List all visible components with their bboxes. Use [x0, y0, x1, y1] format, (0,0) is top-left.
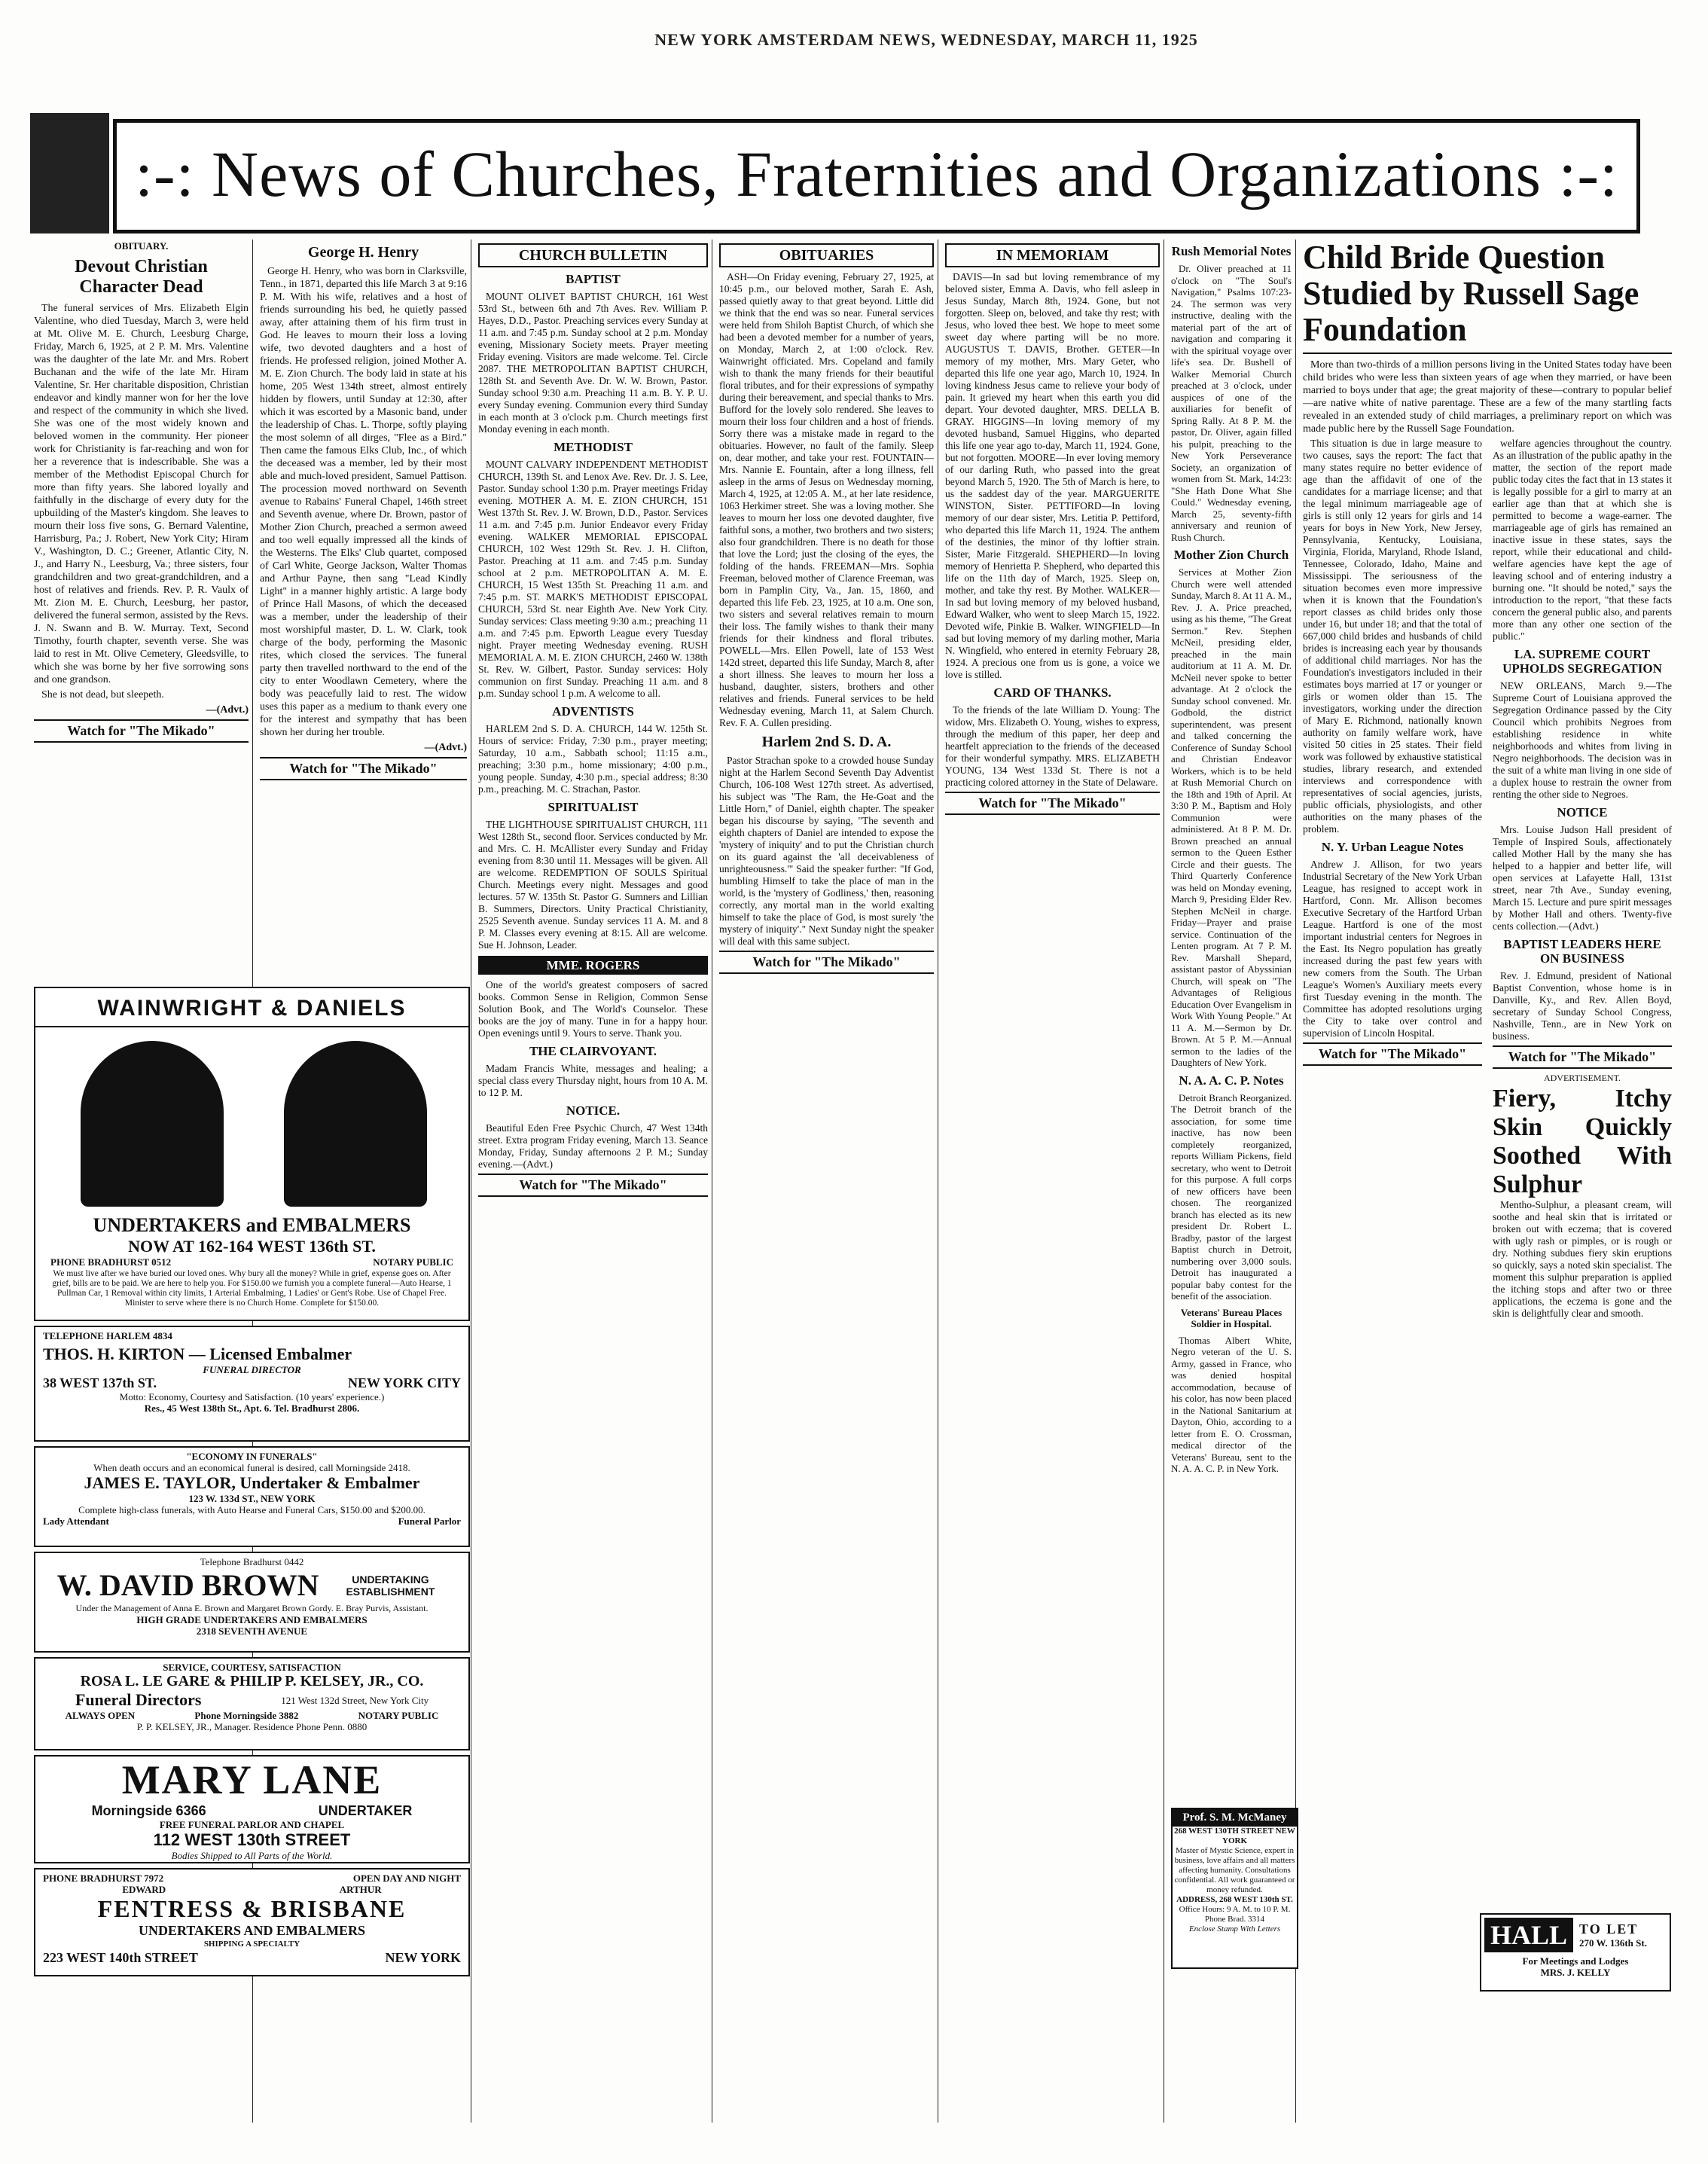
ad-name: ROSA L. LE GARE & PHILIP P. KELSEY, JR., CO. — [80, 1673, 424, 1689]
ad-address: 38 WEST 137th ST. — [43, 1375, 157, 1390]
rogers-body: One of the world's greatest composers of sacred books. Common Sense in Religion, Common Sense Solution Book, and The World's Counselor. These books are the joy of many. Tune in for a happy hour. Open evenings until 9. Yours to serve. Thank you. — [478, 979, 708, 1039]
column-obituaries — [719, 240, 934, 2138]
hall-contact: MRS. J. KELLY — [1540, 1967, 1611, 1978]
obituaries-body: ASH—On Friday evening, February 27, 1925, at 10:45 p.m., our beloved mother, Sarah E. Ash, passed quietly away to that great beyond. Little did we think that the end was so near. Funeral services were held from Shiloh Baptist Church, of which she had been a devoted member for a number of years, on Monday, March 2, at 1:00 o'clock. Rev. Wainwright officiated. Mrs. Copeland and family wish to thank the many friends for their beautiful floral tributes, and for their expressions of sympathy during their bereavement, and special thanks to Mrs. Bufford for the lovely solo rendered. She leaves to mourn their loss four children and a host of friends. Sorry there was a mistake made in regard to the obituaries. However, no fault of the family. Sleep on, dear mother, and take your rest. FOUNTAIN—Mrs. Nannie E. Fountain, after a long illness, fell asleep in the arms of Jesus on Wednesday morning, March 4, 1925, at 12:05 A. M., at her late residence, 1063 Herkimer street. She was a loving mother. She leaves to mourn her loss one devoted daughter, five faithful sons, a mother, two brothers and two sisters; also four grandchildren. There is no death for those that love the Lord; just the closing of the eyes, the folding of the hands. FREEMAN—Mrs. Sophia Freeman, beloved mother of Clarence Freeman, was born in Pamplin City, Va., Jan. 15, 1860, and departed this life Feb. 23, 1925, at 10 a.m. One son, two sisters and several relatives remain to mourn their loss. The family wishes to thank their many friends for their kindness and floral tributes. POWELL—Mrs. Ellen Powell, late of 153 West 142d street, departed this life Sunday, March 8, after a short illness. She leaves to mourn her loss a husband, daughter, sisters, brothers and other relatives and friends. Funeral services to be held Wednesday evening, March 11, at Salem Church. Rev. F. A. Cullen presiding. — [719, 271, 934, 728]
ad-fentress-brisbane — [34, 1868, 470, 1976]
ad-mcmaney — [1171, 1808, 1298, 1969]
hall-big-label: HALL — [1484, 1918, 1573, 1952]
child-bride-part-b: welfare agencies throughout the country. As an illustration of the public apathy in the matter, the section of the report made public today cites the fact that in 13 states it is legally possible for a girl to marry at an earlier age than that at which she is permitted to become a wage-earner. The marriageable age of girls has remained an inactive issue in these states, says the report, while their educational and child-welfare agencies have kept the age of leaving school and of entering industry a burning one. "It should be noted," says the introduction to the report, "that these facts concern the general public also, and parents more than any other one section of the public." — [1493, 438, 1672, 642]
ad-shipping: Bodies Shipped to All Parts of the World. — [171, 1850, 333, 1861]
adventist-listings: HARLEM 2nd S. D. A. CHURCH, 144 W. 125th St. Hours of service: Friday, 7:30 p.m., prayer meeting; Saturday, 10 a.m., Sabbath school; 11:15 a.m., preaching; 3:30 p.m., home missionary; 4:00 p.m., young people. Sunday, 4:30 p.m., special address; 8:30 p.m., preaching. M. C. Strachan, Pastor. — [478, 723, 708, 795]
watch-mikado-notice: Watch for "The Mikado" — [34, 719, 249, 743]
ad-name: FENTRESS & BRISBANE — [97, 1895, 407, 1922]
headline-notice: NOTICE — [1557, 805, 1608, 820]
ad-title: WAINWRIGHT & DANIELS — [35, 996, 468, 1027]
column-church-bulletin — [478, 240, 708, 2138]
ad-name: Prof. S. M. McManey — [1173, 1809, 1297, 1827]
ad-role: UNDERTAKER — [318, 1803, 413, 1818]
spiritualist-listings: THE LIGHTHOUSE SPIRITUALIST CHURCH, 111 West 128th St., second floor. Services conducted by Mr. and Mrs. C. H. McAllister every Sunday and Friday evening from 8:30 until 11. Messages will be given. All are welcome. REDEMPTION OF SOULS Spiritual Church. Meetings every night. Messages and good lectures. 57 W. 135th St. Pastor G. Sumners and Lillian B. Summers, Directors. Unity Practical Christianity, 2525 Seventh avenue. Sunday services 11 A. M. and 8 P. M. Classes every evening at 8:15. All are welcome. Sue H. Johnson, Leader. — [478, 819, 708, 951]
methodist-listings: MOUNT CALVARY INDEPENDENT METHODIST CHURCH, 139th St. and Lenox Ave. Rev. Dr. J. S. Lee, Pastor. Sunday school 1:30 p.m. Prayer meetings Friday evening. MOTHER A. M. E. ZION CHURCH, 151 West 137th St. Rev. J. W. Brown, D.D., Pastor. Services 11 a.m. and 7:45 p.m. Junior Endeavor every Friday evening. WALKER MEMORIAL EPISCOPAL CHURCH, 102 West 129th St. Rev. J. H. Clifton, Pastor. Preaching at 11 a.m. and 7:45 p.m. Sunday school at 2 p.m. METROPOLITAN A. M. E. CHURCH, 15 West 135th St. Preaching 11 a.m. and 7:45 p.m. ST. MARK'S METHODIST EPISCOPAL CHURCH, 53rd St. near Eighth Ave. New York City. Sunday services: Class meeting 9:30 a.m.; preaching 11 a.m. and 7:45 p.m. Epworth League every Tuesday night. Prayer meeting Wednesday evening. RUSH MEMORIAL A. M. E. ZION CHURCH, 2460 W. 138th St. Rev. W. Gilbert, Pastor. Sunday services: Holy communion on first Sunday. Preaching 11 a.m. and 8 p.m. Sunday school 1 p.m. A welcome to all. — [478, 459, 708, 699]
memoriam-body: DAVIS—In sad but loving remembrance of my beloved sister, Emma A. Davis, who fell asleep in Jesus Sunday, March 8th, 1924. Gone, but not forgotten. Sleep on, beloved, and take thy rest; with Jesus, who loved thee best. We hope to meet some sweet day where parting will be no more. AUGUSTUS T. DAVIS, Brother. GETER—In memory of my mother, Mrs. Mary Geter, who departed this life one year ago, March 10, 1924. In loving kindness Jesus came to relieve your body of pain. It grieved my heart when this earth you did depart. Your devoted daughter, MRS. DELLA B. GRAY. HIGGINS—In loving memory of my devoted husband, Samuel Higgins, who departed this life one year ago to-day, March 11, 1924. Gone, but not forgotten. MOORE—In ever loving memory of our darling Ruth, who passed into the great beyond March 5, 1920. The 5th of March is here, to us the saddest day of the year. MARGUERITE WINSTON, Sister. PETTIFORD—In loving memory of our dear sister, Mrs. Letitia P. Pettiford, who departed this life March 11, 1924. The anthem of the destinies, the minor of thy loftier strain. Sister, Marie Fitzgerald. SHEPHERD—In loving memory of Henrietta P. Shepherd, who departed this life on the 11th day of March, 1925. Sleep on, mother, and take thy rest. By Mother. WALKER—In sad but loving memory of my beloved husband, Edward Walker, who went to sleep March 15, 1922. Devoted wife, Pinkie B. Walker. WINGFIELD—In sad but loving memory of my darling mother, Maria N. Wingfield, who entered in eternity February 28, 1924. A precious one from us is gone, a voice we love is stilled. — [945, 271, 1160, 680]
article-closing: She is not dead, but sleepeth. — [41, 689, 164, 700]
ad-phone: PHONE BRADHURST 0512 — [50, 1256, 172, 1268]
ad-name: JAMES E. TAYLOR, Undertaker & Embalmer — [84, 1473, 420, 1492]
headline-veterans: Veterans' Bureau Places Soldier in Hospital. — [1180, 1306, 1283, 1329]
ad-hours: Office Hours: 9 A. M. to 10 P. M. — [1179, 1905, 1291, 1914]
ad-legare-kelsey — [34, 1657, 470, 1750]
ad-address: 223 WEST 140th STREET — [43, 1950, 198, 1965]
ad-residence: Res., 45 West 138th St., Apt. 6. Tel. Bradhurst 2806. — [144, 1402, 360, 1414]
ad-specialty: SHIPPING A SPECIALTY — [203, 1940, 300, 1949]
watch-mikado-notice: Watch for "The Mikado" — [1303, 1042, 1482, 1066]
ad-grade: HIGH GRADE UNDERTAKERS AND EMBALMERS — [136, 1614, 368, 1625]
column-in-memoriam — [945, 240, 1160, 2138]
page-banner — [113, 119, 1640, 233]
ad-address: 123 W. 133d ST., NEW YORK — [188, 1493, 316, 1504]
article-body: The funeral services of Mrs. Elizabeth Elgin Valentine, who died Tuesday, March 3, were held at Mt. Olive M. E. Church, Leesburg Charge, Friday, March 6, 1925, at 2 P. M. Mrs. Valentine was the daughter of the late Mr. and Mrs. Robert Buchanan and the wife of the late Mr. Hiram Valentine, Sr. Her charitable disposition, Christian endeavor and kindly manner won for her the love and respect of the community in which she lived. She was one of the most widely known and beloved women in the community. Her pioneer work for Christianity is far-reaching and won for her a reverence that is indescribable. She was a member of the Methodist Episcopal Church for more than fifty years. She labored loyally and faithfully in the discharge of every duty for the upbuilding of the Master's kingdom. She leaves to mourn their loss five sons, G. Bernard Valentine, Harrisburg, Pa.; J. Robert, New York City; Hiram V., Washington, D. C.; Greener, Atlantic City, N. J., and Harry N., Leesburg, Va.; three sisters, four grandchildren and two great-grandchildren, and a host of relatives and friends. Rev. P. R. Vaulx of Mt. Zion M. E. Church, Leesburg, her pastor, delivered the funeral sermon, assisted by the Revs. J. N. Swann and B. W. Murray. Text, Second Timothy, fourth chapter, seventh verse. She was laid to rest in Mt. Olive Cemetery, Gleedsville, to which she was borne by her five sorrowing sons and one grandson. — [34, 303, 249, 685]
ad-kirton — [34, 1326, 470, 1442]
portrait-silhouette — [81, 1041, 224, 1207]
ad-body: Master of Mystic Science, expert in business, love affairs and all matters affecting humanity. Consultations confidential. All work guaranteed or money refunded. — [1174, 1846, 1295, 1894]
headline-urban-league: N. Y. Urban League Notes — [1321, 840, 1464, 854]
ad-address: 112 WEST 130th STREET — [153, 1830, 351, 1849]
ad-taylor — [34, 1446, 470, 1547]
ad-name: THOS. H. KIRTON — Licensed Embalmer — [43, 1344, 352, 1363]
ad-wainwright-daniels — [34, 987, 470, 1321]
headline-obituaries: OBITUARIES — [719, 243, 934, 267]
ad-open: OPEN DAY AND NIGHT — [352, 1873, 461, 1884]
banner-title: :-: News of Churches, Fraternities and Organizations :-: — [135, 138, 1618, 210]
ad-phone: Telephone Bradhurst 0442 — [200, 1556, 304, 1567]
ad-first-name: EDWARD — [122, 1884, 166, 1895]
headline-harlem-sda: Harlem 2nd S. D. A. — [761, 734, 892, 750]
ad-address: NOW AT 162-164 WEST 136th ST. — [128, 1237, 376, 1256]
notice-body: Mrs. Louise Judson Hall president of Temple of Inspired Souls, affectionately called Mother Hall by the many she has helped to a happier and better life, will open services at Lafayette Hall, 131st street, near 7th Ave., Sunday evening, March 15. Lecture and pure spirit messages by Mother Hall and others. Twenty-five cents collection.—(Advt.) — [1493, 824, 1672, 932]
ad-parlor: FREE FUNERAL PARLOR AND CHAPEL — [159, 1819, 345, 1830]
headline-mme-rogers: MME. ROGERS — [478, 956, 708, 975]
ad-phone: Phone Brad. 3314 — [1204, 1915, 1265, 1924]
ad-address-2: ADDRESS, 268 WEST 130th ST. — [1176, 1895, 1293, 1904]
baptist-leaders-body: Rev. J. Edmund, president of National Baptist Convention, whose home is in Danville, Ky., and Rev. Allen Boyd, secretary of Sunday School Congress, Nashville, Tenn., are in New York on business. — [1493, 970, 1672, 1042]
headline-mother-zion: Mother Zion Church — [1173, 548, 1289, 562]
headline-baptist-leaders: BAPTIST LEADERS HERE ON BUSINESS — [1503, 937, 1661, 966]
ad-stamp-note: Enclose Stamp With Letters — [1188, 1924, 1281, 1934]
watch-mikado-notice: Watch for "The Mikado" — [945, 792, 1160, 815]
advertisement-label: ADVERTISEMENT. — [1543, 1073, 1621, 1083]
ad-heading: "ECONOMY IN FUNERALS" — [186, 1451, 318, 1462]
ad-establishment: UNDERTAKING ESTABLISHMENT — [346, 1573, 435, 1598]
headline-george-henry: George H. Henry — [307, 244, 419, 261]
column-child-bride — [1303, 240, 1672, 2138]
headline-devout-christian: Devout Christian Character Dead — [75, 257, 208, 297]
ad-attendant: Lady Attendant — [43, 1515, 109, 1527]
headline-in-memoriam: IN MEMORIAM — [945, 243, 1160, 267]
urban-league-body: Andrew J. Allison, for two years Industrial Secretary of the New York Urban League, has resigned to accept work in Hartford, Conn. Mr. Allison becomes Executive Secretary of the Hartford Urban League. Hartford is one of the most important industrial centers for Negroes in the East. Its Negro population has greatly increased during the past few years with new comers from the South. The Urban League's Women's Auxiliary meets every first Tuesday evening in the month. The Committee has adopted resolutions urging the City to take over control and supervision of Lincoln Hospital. — [1303, 859, 1482, 1039]
ad-city: NEW YORK CITY — [347, 1375, 461, 1390]
ad-mary-lane — [34, 1755, 470, 1863]
advt-tag: —(Advt.) — [424, 742, 467, 753]
ad-notary: NOTARY PUBLIC — [358, 1710, 439, 1721]
watch-mikado-notice: Watch for "The Mikado" — [478, 1174, 708, 1197]
article-body: George H. Henry, who was born in Clarksville, Tenn., in 1871, departed this life March 3 at 9:16 P. M. With his wife, relatives and a host of friends surrounding his bed, he quietly passed away, after attaining them of his firm trust in God. He leaves to mourn their loss a loving wife, two devoted daughters and a host of friends. He professed religion, joined Mother A. M. E. Zion Church. The body laid in state at his home, 205 West 134th street, almost entirely hidden by flowers, until Sunday at 12:30, after which it was escorted by a Masonic band, under the leadership of Chas. L. Thorpe, softly playing the most solemn of all dirges, "Flee as a Bird." Then came the famous Elks Club, Inc., of which the deceased was a member, led by their most able and much-loved president, Samuel Pattison. The procession moved northward on Seventh avenue to Rabains' Funeral Chapel, 146th street and Seventh avenue, where Dr. Brown, pastor of Mother Zion Church, preached a sermon aweed and too well equally impressed all the kinds of the Westerns. The Elks' Club quartet, composed of Carl White, George Jackson, Walter Thomas and Arthur Payne, then sang "Lead Kindly Light" in a manner highly artistic. A large body of Prince Hall Masons, of which the deceased was a member, under the leadership of their most worshipful master, D. L. W. Clark, took charge of the body, performing the Masonic rites, which closed the services. The funeral party then travelled northward to the end of the city to enter Woodlawn Cemetery, where the body was peacefully laid to rest. The widow uses this paper as a medium to thank every one for the interest and sympathy that has been shown her during her trouble. — [260, 266, 467, 738]
ad-phone: Phone Morningside 3882 — [194, 1710, 299, 1721]
ad-hall-to-let — [1480, 1913, 1671, 1992]
headline-notice: NOTICE. — [566, 1103, 621, 1118]
hall-to-let: TO LET — [1579, 1921, 1639, 1937]
headline-clairvoyant: THE CLAIRVOYANT. — [529, 1044, 657, 1058]
rush-memorial-body: Dr. Oliver preached at 11 o'clock on "The Soul's Navigation," Psalms 107:23-24. The sermon was very instructive, dealing with the material part of the art of navigation and comparing it with the spiritual voyage over life's sea. Dr. Bushell of Walker Memorial Church preached at 3 o'clock, under auspices of one of the auxiliaries for benefit of Spring Rally. At 8 P. M. the pastor, Dr. Oliver, again filled his pulpit, preaching to the New York Perseverance Society, an organization of women from St. Mark, 14:23: "She Hath Done What She Could." Wednesday evening, March 25, seventy-fifth anniversary and reunion of Rush Church. — [1171, 263, 1292, 543]
veterans-body: Thomas Albert White, Negro veteran of the U. S. Army, gassed in France, who was denied hospital accommodation, because of his color, has now been placed in the National Sanitarium at Dayton, Ohio, according to a letter from E. O. Crossman, medical director of the Veterans' Bureau, sent to the N. A. A. C. P. in New York. — [1171, 1334, 1292, 1474]
ad-top: SERVICE, COURTESY, SATISFACTION — [163, 1662, 341, 1673]
ad-notary: NOTARY PUBLIC — [373, 1256, 453, 1268]
section-label: OBITUARY. — [114, 240, 169, 252]
child-bride-part-a: This situation is due in large measure to two causes, says the report: The fact that many states require no better evidence of age than the affidavit of one of the candidates for a marriage license; and that the legal minimum marriageable age of girls is still only 12 years for girls and 14 years for boys in New York, New Jersey, Pennsylvania, Kentucky, Louisiana, Virginia, Florida, Maryland, Rhode Island, Tennessee, Colorado, Idaho, Maine and Mississippi. The seriousness of the situation becomes even more impressive when it is known that the Foundation's report classes as child brides only those under 16, but under 18; and that the total of 667,000 child brides and husbands of child brides is increasing each year by thousands of additional child marriages. Nor has the Foundation's investigators included in their estimates boys married at 17 or younger or girls or women older than 15. The investigators, working under the direction of Mary E. Richmond, nationally known authority on family welfare work, have visited 50 cities in 25 states. Their field work was followed by exhaustive statistical studies, library research, and extended interviews and correspondence with representatives of social agencies, jurists, public officials, physiologists, and other authorities on the many phases of the problem. — [1303, 438, 1482, 835]
hall-for: For Meetings and Lodges — [1522, 1955, 1629, 1967]
headline-la-segregation: LA. SUPREME COURT UPHOLDS SEGREGATION — [1502, 647, 1662, 676]
ad-subtitle: Funeral Directors — [75, 1690, 202, 1709]
ad-management: Under the Management of Anna E. Brown and Margaret Brown Gordy. E. Bray Purvis, Assistant. — [75, 1603, 429, 1613]
ad-address: 268 WEST 130TH STREET NEW YORK — [1174, 1827, 1295, 1845]
ad-phone: PHONE BRADHURST 7972 — [43, 1873, 164, 1884]
section-methodist: METHODIST — [554, 440, 633, 454]
watch-mikado-notice: Watch for "The Mikado" — [1493, 1045, 1672, 1069]
corner-ornament — [30, 113, 109, 233]
watch-mikado-notice: Watch for "The Mikado" — [719, 951, 934, 974]
section-spiritualist: SPIRITUALIST — [547, 800, 639, 814]
ad-subtitle: FUNERAL DIRECTOR — [203, 1364, 301, 1375]
ad-david-brown — [34, 1552, 470, 1653]
headline-church-bulletin: CHURCH BULLETIN — [478, 243, 708, 267]
column-obituary — [34, 240, 249, 978]
child-bride-lead: More than two-thirds of a million persons living in the United States today have been child brides who were less than sixteen years of age when they married, or have been married to boys under that age; the great majority of these—contrary to popular belief—are native white of native parentage. These are a few of the many startling facts revealed in an extended study of child marriages, a preliminary report on which was made public here by the Russell Sage Foundation. — [1303, 359, 1672, 435]
ad-parlor: Funeral Parlor — [398, 1515, 461, 1527]
naacp-body: Detroit Branch Reorganized. The Detroit branch of the association, for some time inactive, has now been completely reorganized, reports William Pickens, field secretary, who went to Detroit for this purpose. A full corps of new officers have been chosen. The reorganized branch has elected as its new president Dr. Robert L. Bradby, pastor of the largest Baptist church in Detroit, numbering over 3,000 souls. Detroit has inaugurated a popular baby contest for the benefit of the association. — [1171, 1091, 1292, 1302]
ad-city: NEW YORK — [385, 1950, 461, 1965]
headline-itchy-skin: Fiery, Itchy Skin Quickly Soothed With Sulphur — [1493, 1085, 1672, 1198]
itchy-skin-body: Mentho-Sulphur, a pleasant cream, will soothe and heal skin that is irritated or broken out with eczema; that is covered with ugly rash or pimples, or is rough or dry. Nothing subdues fiery skin eruptions so quickly, says a noted skin specialist. The moment this sulphur preparation is applied the itching stops and after two or three applications, the eczema is gone and the skin is delightfully clear and smooth. — [1493, 1199, 1672, 1319]
headline-child-bride: Child Bride Question Studied by Russell Sage Foundation — [1303, 240, 1639, 348]
baptist-listings: MOUNT OLIVET BAPTIST CHURCH, 161 West 53rd St., between 6th and 7th Aves. Rev. William P. Hayes, D.D., Pastor. Preaching services every Sunday at 11 a.m. and 7:45 p.m. Sunday school at 2 p.m. Monday evening, Missionary Society meets. Prayer meeting Friday evening. Visitors are made welcome. Tel. Circle 2087. THE METROPOLITAN BAPTIST CHURCH, 128th St. and Seventh Ave. Dr. W. W. Brown, Pastor. Sunday school 9:30 a.m. Preaching 11 a.m. B. Y. P. U. every Sunday evening. Communion every third Sunday in each month at 3 o'clock p.m. Church meetings first Monday evening in each month. — [478, 291, 708, 435]
ad-subtitle: UNDERTAKERS AND EMBALMERS — [138, 1923, 366, 1938]
card-of-thanks-body: To the friends of the late William D. Young: The widow, Mrs. Elizabeth O. Young, wishes to express, through the medium of this paper, her deep and heartfelt appreciation to the friends of the deceased for their wonderful sympathy. MRS. ELIZABETH YOUNG, 134 West 133d St. There is not a practicing colored attorney in the State of Delaware. — [945, 704, 1160, 788]
section-adventists: ADVENTISTS — [552, 704, 634, 719]
ad-manager: P. P. KELSEY, JR., Manager. Residence Phone Penn. 0880 — [136, 1721, 368, 1732]
hall-address: 270 W. 136th St. — [1579, 1937, 1647, 1949]
ad-phone: Morningside 6366 — [91, 1803, 206, 1818]
ad-body: We must live after we have buried our loved ones. Why bury all the money? While in grief, expense goes on. After grief, bills are to be paid. We are here to help you. For $150.00 we furnish you a complete funeral—Auto Hearse, 1 Pullman Car, 1 Removal within city limits, 1 Arterial Embalming, 1 Ladies' or Gent's Robe. Use of Chapel Free. Minister to serve where there is no Church Home. Complete for $150.00. — [52, 1269, 452, 1308]
ad-line: When death occurs and an economical funeral is desired, call Morningside 2418. — [93, 1462, 410, 1473]
la-segregation-body: NEW ORLEANS, March 9.—The Supreme Court of Louisiana approved the Segregation Ordinance passed by the City Council which prohibits Negroes from establishing residence in white neighborhoods and whites from living in Negro neighborhoods. The decision was in the suit of a white man living in one side of a duplex house to restrain the owner from renting the other side to Negroes. — [1493, 680, 1672, 800]
clairvoyant-body: Madam Francis White, messages and healing; a special class every Thursday night, hours from 10 A. M. to 12 P. M. — [478, 1063, 708, 1098]
column-george-henry — [260, 240, 467, 978]
dateline: NEW YORK AMSTERDAM NEWS, WEDNESDAY, MARCH 11, 1925 — [654, 30, 1198, 49]
ad-first-name: ARTHUR — [339, 1884, 382, 1895]
headline-card-of-thanks: CARD OF THANKS. — [993, 685, 1112, 700]
mother-zion-body: Services at Mother Zion Church were well attended Sunday, March 8. At 11 A. M., Rev. J. A. Price preached, using as his theme, "The Great Sermon." Rev. Stephen McNeil, presiding elder, preached in the main auditorium at 11 A. M. Dr. McNeil never spoke to better advantage. At 2 o'clock the Sunday school convened. Mr. Godbold, the district superintendent, was present and talked concerning the Conference of Sunday School and Christian Endeavor Workers, which is to be held at Rush Memorial Church on the 18th and 19th of April. At 3:30 P. M., Baptism and Holy Communion were administered. At 8 P. M. Dr. Brown preached an annual sermon to the Queen Esther Circle and their guests. The Third Quarterly Conference was held on Monday evening, March 9, Presiding Elder Rev. Stephen McNeil in charge. Friday—Prayer and praise service. Continuation of the Lenten program. At 7 P. M. Rev. Marshall Shepard, assistant pastor of Abyssinian Church, will speak on "The Advantages of Religious Education Over Evangelism in Work With Young People." At 11 A. M.—Sermon by Dr. Brown. At 5 P. M.—Annual sermon to the ladies of the Daughters of New York. — [1171, 566, 1292, 1068]
advt-tag: —(Advt.) — [206, 704, 249, 716]
harlem-sda-body: Pastor Strachan spoke to a crowded house Sunday night at the Harlem Second Seventh Day Adventist Church, 106-108 West 127th street. As advertised, his subject was "The Ram, the He-Goat and the Little Horn," of Daniel, eighth chapter. The speaker began his discourse by saying, "The seventh and eighth chapters of Daniel are intended to expose the 'mystery of iniquity' and to put the Christian church on its guard against the 'all deceivableness of unrighteousness.'" Said the speaker further: "If God, humbling Himself to take the place of man in the world, is the 'mystery of Godliness,' then, reasoning correctly, any mortal man in the world exalting himself to take the place of God, is most surely 'the mystery of iniquity'." Next Sunday night the speaker will deal with this same subject. — [719, 755, 934, 947]
ad-name: MARY LANE — [121, 1757, 383, 1802]
ad-address: 121 West 132d Street, New York City — [281, 1694, 429, 1706]
headline-naacp: N. A. A. C. P. Notes — [1179, 1073, 1284, 1088]
headline-rush-memorial: Rush Memorial Notes — [1171, 244, 1292, 258]
ad-address: 2318 SEVENTH AVENUE — [196, 1625, 308, 1637]
notice-body: Beautiful Eden Free Psychic Church, 47 West 134th street. Extra program Friday evening, March 13. Seance Monday, Friday, Sunday afternoons 2 P. M.; Sunday evening.—(Advt.) — [478, 1122, 708, 1170]
ad-name: W. DAVID BROWN — [56, 1568, 319, 1602]
ad-motto: Motto: Economy, Courtesy and Satisfaction. (10 years' experience.) — [119, 1391, 385, 1402]
ad-phone: TELEPHONE HARLEM 4834 — [43, 1330, 172, 1341]
ad-subtitle: UNDERTAKERS and EMBALMERS — [93, 1214, 411, 1236]
portrait-silhouette — [284, 1041, 427, 1207]
ad-open: ALWAYS OPEN — [65, 1710, 136, 1721]
section-baptist: BAPTIST — [566, 272, 621, 286]
ad-body: Complete high-class funerals, with Auto Hearse and Funeral Cars, $150.00 and $200.00. — [78, 1504, 425, 1515]
watch-mikado-notice: Watch for "The Mikado" — [260, 757, 467, 780]
